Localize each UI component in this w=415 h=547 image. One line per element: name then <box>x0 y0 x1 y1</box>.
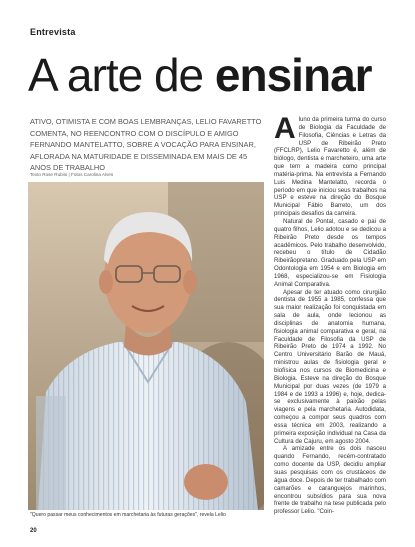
drop-cap: A <box>274 112 296 145</box>
photo-caption: "Quero passar meus conhecimentos em marchetaria às futuras gerações", revela Lelio <box>30 512 226 518</box>
body-paragraph <box>274 112 386 218</box>
article-body <box>274 112 386 516</box>
portrait-photo <box>28 182 264 510</box>
page-number: 20 <box>30 528 37 534</box>
body-paragraph: Natural de Pontal, casado e pai de quatro filhos, Lelio adotou e se dedicou a Ribeirão Preto desde os tempos acadêmicos. Pelo trabalho desenvolvido, recebeu o título de Cidadão Ribeirãopretano. Graduado pela USP em Odontologia em 1954 e em Biologia em 1968, especializou-se em Fisiologia Animal Comparativa. <box>274 217 386 288</box>
portrait-illustration <box>28 182 264 510</box>
article-dek: ATIVO, OTIMISTA E COM BOAS LEMBRANÇAS, LELIO FAVARETTO COMENTA, NO REENCONTRO COM O DISCÍPULO E AMIGO FERNANDO MANTELATTO, SOBRE A VOCAÇÃO PARA ENSINAR, AFLORADA NA MATURIDADE E DISSEMINADA EM MAIS DE 45 ANOS DE TRABALHO <box>30 117 262 173</box>
article-title <box>28 50 372 100</box>
body-paragraph-text: luno da primeira turma do curso de Biologia da Faculdade de Filosofia, Ciências e Letras da USP de Ribeirão Preto (FFCLRP), Lelio Favaretto é, além de biólogo, dentista e marcheteiro, uma arte que tem a madeira como principal matéria-prima. Na entrevista a Fernando Luis Medina Mantelatto, recorda o período em que iniciou seus trabalhos na USP e esteve na direção do Bosque Municipal Fábio Barreto, um dos principais desafios da carreira. <box>274 116 386 218</box>
title-bold: ensinar <box>214 49 372 101</box>
body-paragraph: Apesar de ter atuado como cirurgião dentista de 1955 a 1985, confessa que sua maior realização foi conquistada em sala de aula, onde lecionou as disciplinas de anatomia humana, fisiologia animal comparativa e geral, na Faculdade de Filosofia da USP de Ribeirão Preto de 1974 a 1992. No Centro Universitário Barão de Mauá, ministrou aulas de fisiologia geral e biofísica nos cursos de Biomedicina e Biologia. Esteve na direção do Bosque Municipal por duas vezes (de 1979 a 1984 e de 1993 a 1996) e, hoje, dedica-se exclusivamente à paixão pelas viagens e pela marchetaria. Autodidata, começou a compor seus quadros com essa técnica em 2003, realizando a primeira exposição individual na Casa da Cultura de Cajuru, em agosto 2004. <box>274 288 386 445</box>
article-credits: Texto Rose Rubini | Fotos Carolina Alves <box>30 172 114 177</box>
title-light: A arte de <box>28 49 215 101</box>
section-label: Entrevista <box>30 27 76 37</box>
body-paragraph: A amizade entre os dois nasceu quando Fernando, recém-contratado como docente da USP, decidiu ampliar suas pesquisas com os crustáceos de água doce. Depois de ter trabalhado com camarões e caranguejos marinhos, encontrou subsídios para sua nova frente de trabalho na tese publicada pelo professor Lelio. "Coin- <box>274 445 386 516</box>
